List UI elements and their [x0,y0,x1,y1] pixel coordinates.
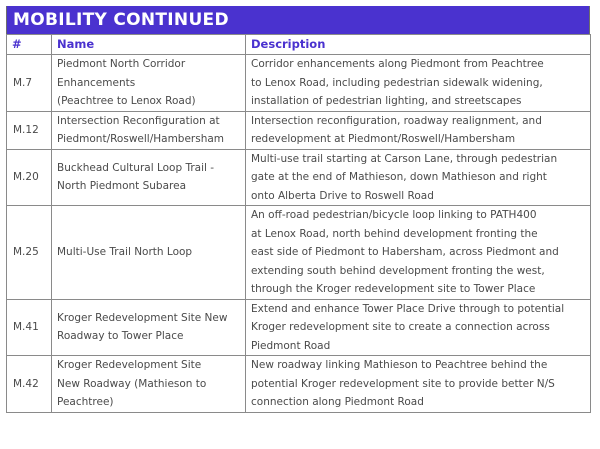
table-row [7,299,591,356]
table-header-row [7,35,591,55]
row-description: Extend and enhance Tower Place Drive through to potential Kroger redevelopment site to create a connection across Piedmont Road [246,299,591,356]
mobility-table-container [6,6,590,413]
table-row [7,356,591,413]
row-num: M.7 [7,55,52,112]
mobility-table [6,34,591,413]
row-name: Kroger Redevelopment Site New Roadway to Tower Place [52,299,246,356]
header-num: # [7,35,52,55]
row-description: Corridor enhancements along Piedmont from Peachtree to Lenox Road, including pedestrian sidewalk widening, installation of pedestrian lighting, and streetscapes [246,55,591,112]
row-num: M.41 [7,299,52,356]
row-name: Kroger Redevelopment Site New Roadway (Mathieson to Peachtree) [52,356,246,413]
header-name: Name [52,35,246,55]
row-name: Piedmont North Corridor Enhancements (Peachtree to Lenox Road) [52,55,246,112]
row-description: Intersection reconfiguration, roadway realignment, and redevelopment at Piedmont/Roswell/Hambersham [246,111,591,149]
table-row [7,55,591,112]
table-row [7,149,591,206]
row-name: Multi-Use Trail North Loop [52,206,246,300]
row-num: M.42 [7,356,52,413]
table-row [7,206,591,300]
row-name: Buckhead Cultural Loop Trail - North Piedmont Subarea [52,149,246,206]
row-description: New roadway linking Mathieson to Peachtree behind the potential Kroger redevelopment site to provide better N/S connection along Piedmont Road [246,356,591,413]
row-name: Intersection Reconfiguration at Piedmont/Roswell/Hambersham [52,111,246,149]
row-num: M.20 [7,149,52,206]
row-description: Multi-use trail starting at Carson Lane, through pedestrian gate at the end of Mathieson, down Mathieson and right onto Alberta Drive to Roswell Road [246,149,591,206]
table-row [7,111,591,149]
header-description: Description [246,35,591,55]
row-description: An off-road pedestrian/bicycle loop linking to PATH400 at Lenox Road, north behind development fronting the east side of Piedmont to Habersham, across Piedmont and extending south behind development fronting the west, through the Kroger redevelopment site to Tower Place [246,206,591,300]
section-title: MOBILITY CONTINUED [6,6,590,34]
row-num: M.12 [7,111,52,149]
row-num: M.25 [7,206,52,300]
